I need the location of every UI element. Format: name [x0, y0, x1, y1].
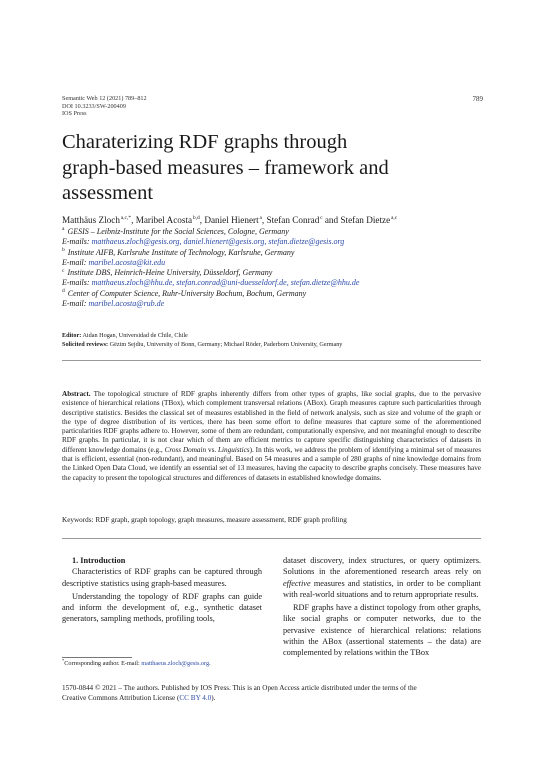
- divider: [62, 538, 481, 539]
- journal-citation: Semantic Web 12 (2021) 789–812: [62, 95, 147, 102]
- author: Stefan Dietze $^{a,c}$: [340, 214, 398, 225]
- right-column: [283, 555, 481, 659]
- email-link[interactable]: maribel.acosta@rub.de: [88, 299, 165, 309]
- affiliations: [62, 227, 482, 309]
- affiliation-c: $^c$ Institute DBS, Heinrich-Heine University, Düsseldorf, Germany: [62, 267, 273, 278]
- footnote: *Corresponding author. E-mail: matthaeus.zloch@gesis.org.: [62, 657, 211, 667]
- author: Daniel Hienert $^a$: [204, 214, 262, 225]
- email-link[interactable]: matthaeus.zloch@hhu.de, stefan.conrad@uni-duesseldorf.de, stefan.dietze@hhu.de: [91, 278, 360, 288]
- affiliation-a-emails: E-mails: matthaeus.zloch@gesis.org, daniel.hienert@gesis.org, stefan.dietze@gesis.org: [62, 237, 345, 247]
- title-line: Charaterizing RDF graphs through: [62, 131, 348, 153]
- journal-doi: DOI 10.3233/SW-200409: [62, 102, 126, 110]
- affiliation-a: $^a$ GESIS – Leibniz-Institute for the Social Sciences, Cologne, Germany: [62, 226, 289, 236]
- journal-info: [62, 95, 147, 118]
- license-link[interactable]: CC BY 4.0: [179, 694, 212, 703]
- affiliation-b: $^b$ Institute AIFB, Karlsruhe Institute of Technology, Karlsruhe, Germany: [62, 246, 295, 257]
- title-line: graph-based measures – framework and: [62, 156, 389, 179]
- paragraph: Understanding the topology of RDF graphs can guide and inform the development of, e.g., synthetic dataset generators, sampling methods, profiling tools,: [62, 591, 262, 624]
- editor-line: Editor: Aidan Hogan, Universidad de Chile, Chile: [62, 332, 188, 339]
- paragraph: dataset discovery, index structures, or query optimizers. Solutions in the aforementioned research areas rely on effective measures and statistics, in order to be compliant with real-world situations and to return appropriate results.: [283, 556, 481, 599]
- keywords: Keywords: RDF graph, graph topology, graph measures, measure assessment, RDF graph profiling: [62, 516, 347, 524]
- affiliation-b-emails: E-mail: maribel.acosta@kit.edu: [62, 257, 166, 267]
- page-number: 789: [472, 95, 483, 103]
- author: Stefan Conrad $^c$: [266, 214, 323, 225]
- affiliation-d-emails: E-mail: maribel.acosta@rub.de: [62, 299, 165, 309]
- email-link[interactable]: matthaeus.zloch@gesis.org, daniel.hienert@gesis.org, stefan.dietze@gesis.org: [91, 237, 345, 247]
- email-link[interactable]: matthaeus.zloch@gesis.org: [141, 660, 210, 667]
- paragraph: RDF graphs have a distinct topology from other graphs, like social graphs or computer networks, due to the pervasive existence of hierarchical relations: relations within the ABox (assertional statements – the data) are complemented by relations within the TBox: [283, 603, 481, 658]
- reviewers-line: Solicited reviews: Gëzim Sejdiu, University of Bonn, Germany; Michael Röder, Paderborn University, Germany: [62, 340, 343, 348]
- footnote-divider: [62, 657, 132, 658]
- license-notice: 1570-0844 © 2021 – The authors. Published by IOS Press. This is an Open Access article distributed under the terms of the Creative Commons Attribution License (CC BY 4.0).: [62, 684, 417, 703]
- paper-title: [62, 130, 482, 207]
- email-link[interactable]: maribel.acosta@kit.edu: [88, 257, 166, 267]
- paragraph: Characteristics of RDF graphs can be captured through descriptive statistics using graph-based measures.: [62, 567, 262, 588]
- affiliation-d: $^d$ Center of Computer Science, Ruhr-University Bochum, Bochum, Germany: [62, 288, 307, 298]
- abstract: Abstract. The topological structure of RDF graphs inherently differs from other types of graphs, like social graphs, due to the pervasive existence of hierarchical relations (TBox), which complement transversal relations (ABox). Graph measures capture such particularities through descriptive statistics. Besides the classical set of measures established in the field of network analysis, such as size and volume of the graph or the type of degree distribution of its vertices, there has been some effort to define measures that capture some of the aforementioned particularities RDF graphs adhere to. However, some of them are redundant, computationally expensive, and not meaningful enough to describe RDF graphs. In particular, it is not clear which of them are efficient metrics to capture specific distinguishing characteristics of datasets in different knowledge domains (e.g., Cross Domain vs. Linguistics). In this work, we address the problem of identifying a minimal set of measures that is efficient, essential (non-redundant), and meaningful. Based on 54 measures and a sample of 280 graphs of nine knowledge domains from the Linked Open Data Cloud, we identify an essential set of 13 measures, having the capacity to describe graphs concisely. These measures have the capacity to present the topological structures and differences of datasets in established knowledge domains.: [62, 390, 481, 482]
- section-heading: 1. Introduction: [72, 556, 126, 565]
- journal-publisher: IOS Press: [62, 110, 87, 118]
- title-line: assessment: [62, 182, 154, 204]
- editors-block: [62, 332, 492, 349]
- author-list: Matthäus Zloch $^{a,c,*}$, Maribel Acosta $^{b,d}$, Daniel Hienert $^a$, Stefan Conrad $^c$ and Stefan Dietze $^{a,c}$: [62, 214, 398, 225]
- author: Maribel Acosta $^{b,d}$: [135, 214, 200, 225]
- divider: [62, 360, 481, 361]
- author: Matthäus Zloch $^{a,c,*}$: [62, 214, 132, 225]
- affiliation-c-emails: E-mails: matthaeus.zloch@hhu.de, stefan.conrad@uni-duesseldorf.de, stefan.dietze@hhu.de: [62, 278, 360, 288]
- left-column: [62, 555, 262, 625]
